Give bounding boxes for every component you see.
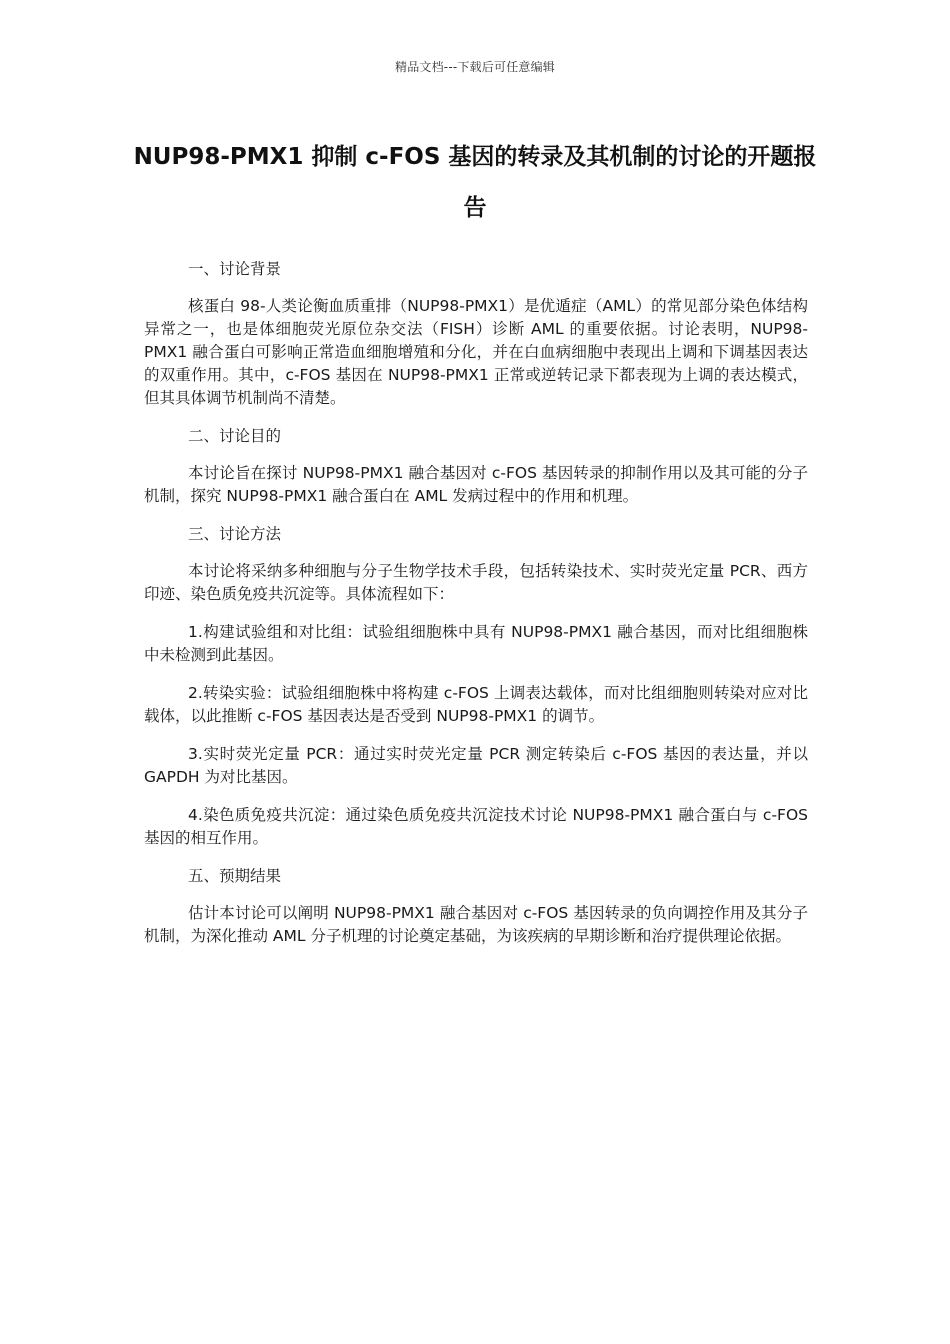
section-heading: 五、预期结果 (188, 867, 282, 885)
document-body (144, 258, 808, 948)
section-objective (144, 425, 808, 523)
method-step: 4.染色质免疫共沉淀：通过染色质免疫共沉淀技术讨论 NUP98-PMX1 融合蛋白与 c-FOS 基因的相互作用。 (144, 806, 808, 847)
method-step: 3.实时荧光定量 PCR：通过实时荧光定量 PCR 测定转染后 c-FOS 基因的表达量，并以 GAPDH 为对比基因。 (144, 745, 808, 786)
method-step: 1.构建试验组和对比组：试验组细胞株中具有 NUP98-PMX1 融合基因，而对比组细胞株中未检测到此基因。 (144, 623, 808, 664)
section-heading: 二、讨论目的 (188, 427, 282, 445)
section-methods (144, 523, 808, 865)
section-heading: 三、讨论方法 (188, 525, 282, 543)
method-step: 2.转染实验：试验组细胞株中将构建 c-FOS 上调表达载体，而对比组细胞则转染对应对比载体，以此推断 c-FOS 基因表达是否受到 NUP98-PMX1 的调节。 (144, 684, 808, 725)
section-expected-results (144, 865, 808, 948)
document-title: NUP98-PMX1 抑制 c-FOS 基因的转录及其机制的讨论的开题报告 (133, 144, 817, 221)
section-background (144, 258, 808, 425)
paragraph: 核蛋白 98-人类论衡血质重排（NUP98-PMX1）是优遁症（AML）的常见部分染色体结构异常之一，也是体细胞荧光原位杂交法（FISH）诊断 AML 的重要依据。讨论表明，NUP98-PMX1 融合蛋白可影响正常造血细胞增殖和分化，并在白血病细胞中表现出上调和下调基因表达的双重作用。其中，c-FOS 基因在 NUP98-PMX1 正常或逆转记录下都表现为上调的表达模式，但其具体调节机制尚不清楚。 (144, 297, 808, 407)
header-note: 精品文档---下载后可任意编辑 (395, 60, 555, 74)
section-heading: 一、讨论背景 (188, 260, 282, 278)
paragraph: 本讨论将采纳多种细胞与分子生物学技术手段，包括转染技术、实时荧光定量 PCR、西方印迹、染色质免疫共沉淀等。具体流程如下： (144, 562, 808, 603)
paragraph: 估计本讨论可以阐明 NUP98-PMX1 融合基因对 c-FOS 基因转录的负向调控作用及其分子机制，为深化推动 AML 分子机理的讨论奠定基础，为该疾病的早期诊断和治疗提供理论依据。 (144, 904, 808, 945)
paragraph: 本讨论旨在探讨 NUP98-PMX1 融合基因对 c-FOS 基因转录的抑制作用以及其可能的分子机制，探究 NUP98-PMX1 融合蛋白在 AML 发病过程中的作用和机理。 (144, 464, 808, 505)
